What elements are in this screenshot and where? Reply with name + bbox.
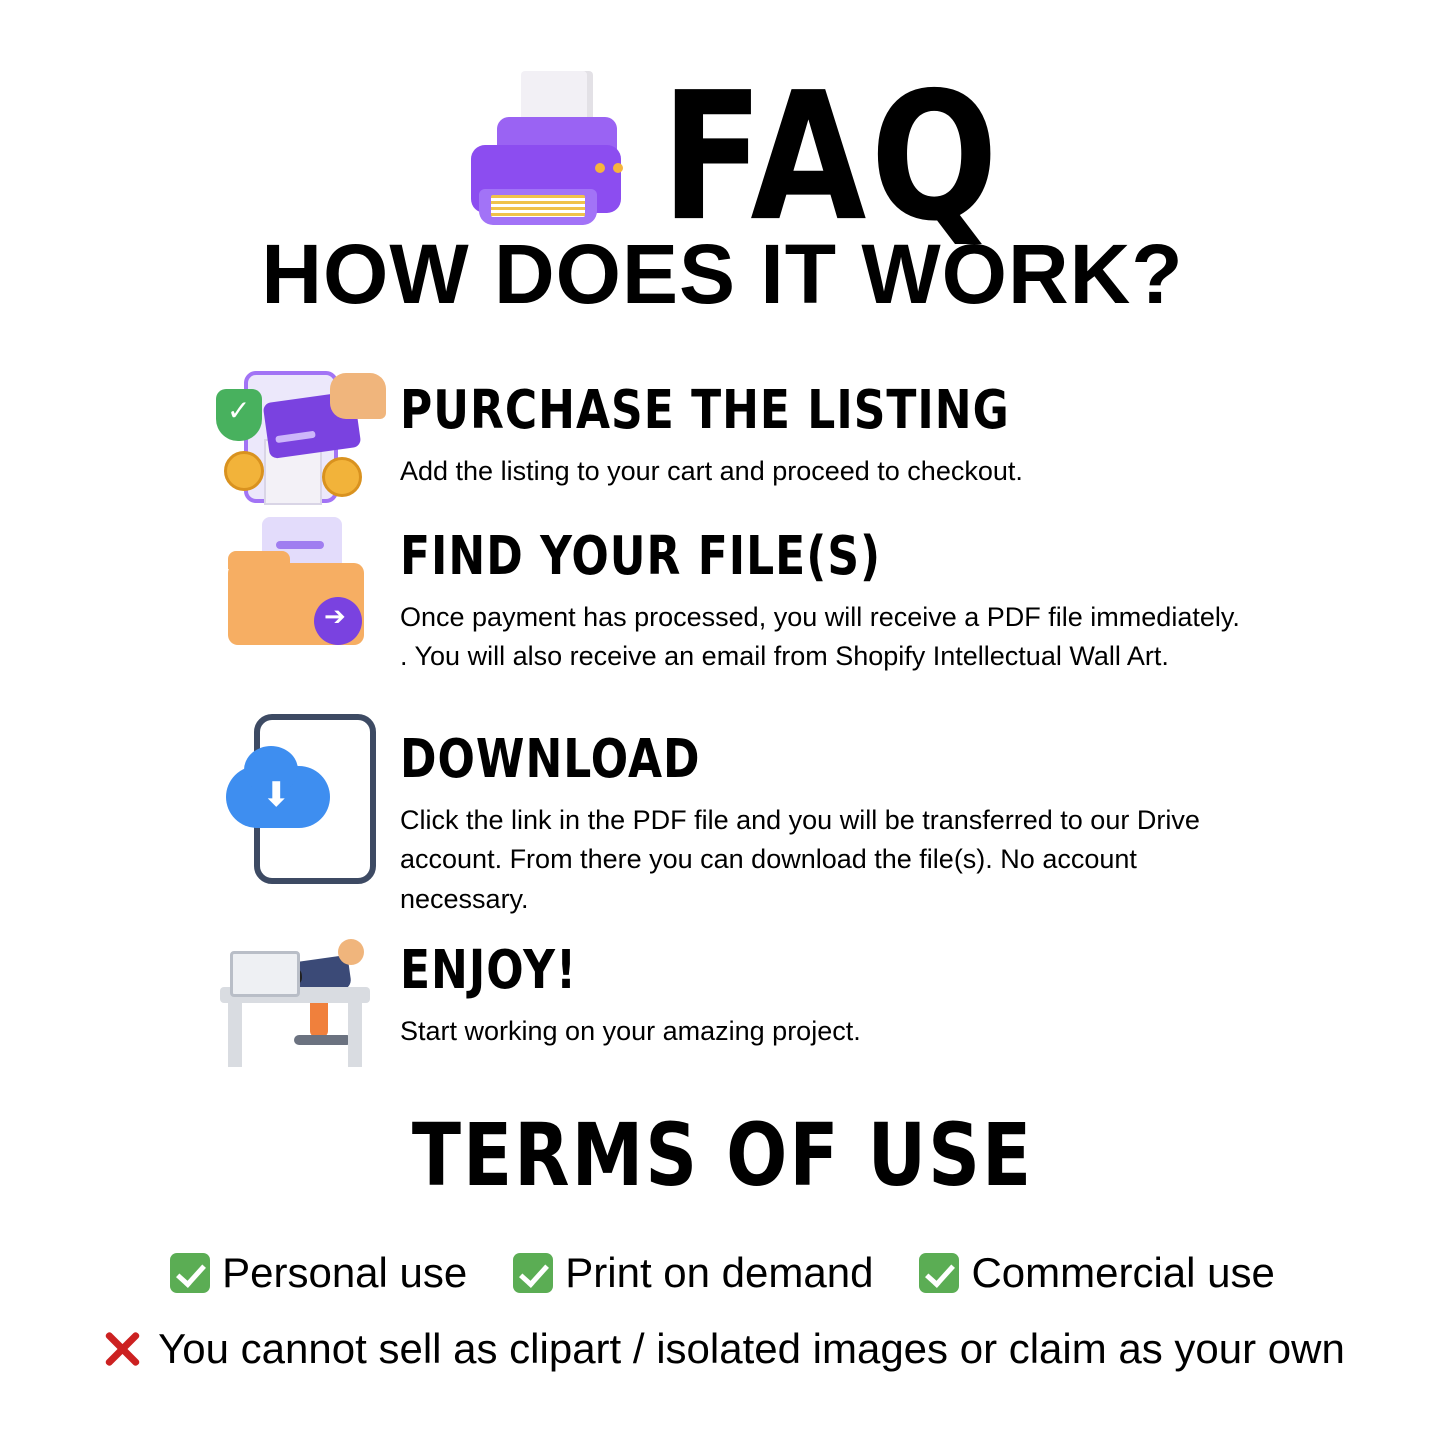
step-body: Click the link in the PDF file and you will be transferred to our Drive account. From there you can download the file(s). No account necessary. xyxy=(400,805,1200,914)
step-body: Start working on your amazing project. xyxy=(400,1015,861,1046)
printer-icon xyxy=(443,65,643,245)
check-icon xyxy=(513,1253,553,1293)
list-item xyxy=(210,714,1325,918)
terms-allowed-row xyxy=(0,1249,1445,1297)
page-header xyxy=(0,0,1445,261)
purchase-payment-icon xyxy=(210,365,400,505)
term-commercial-use xyxy=(919,1249,1274,1297)
step-body: Once payment has processed, you will receive a PDF file immediately. . You will also receive an email from Shopify Intellectual Wall Art. xyxy=(400,602,1240,672)
term-label: Print on demand xyxy=(565,1248,874,1296)
term-personal-use xyxy=(170,1249,467,1297)
step-title: PURCHASE THE LISTING xyxy=(400,379,1010,442)
list-item xyxy=(210,925,1325,1065)
check-icon xyxy=(170,1253,210,1293)
term-label: You cannot sell as clipart / isolated images or claim as your own xyxy=(158,1324,1345,1372)
step-title: DOWNLOAD xyxy=(400,728,701,791)
folder-file-icon xyxy=(210,511,400,651)
list-item xyxy=(210,511,1325,676)
step-body: Add the listing to your cart and proceed to checkout. xyxy=(400,456,1023,486)
phone-download-icon xyxy=(210,714,400,884)
term-label: Commercial use xyxy=(971,1248,1275,1296)
page-title: FAQ xyxy=(661,55,1002,261)
steps-list xyxy=(0,365,1445,1065)
term-label: Personal use xyxy=(222,1248,468,1296)
step-title: ENJOY! xyxy=(400,938,578,1001)
person-at-desk-icon xyxy=(210,925,400,1065)
term-print-on-demand xyxy=(513,1249,873,1297)
step-title: FIND YOUR FILE(S) xyxy=(400,525,882,588)
list-item xyxy=(210,365,1325,505)
x-icon xyxy=(100,1327,144,1371)
terms-title: TERMS OF USE xyxy=(411,1104,1034,1206)
check-icon xyxy=(919,1253,959,1293)
page-subtitle: HOW DOES IT WORK? xyxy=(261,227,1184,321)
terms-disallowed-row xyxy=(0,1325,1445,1373)
